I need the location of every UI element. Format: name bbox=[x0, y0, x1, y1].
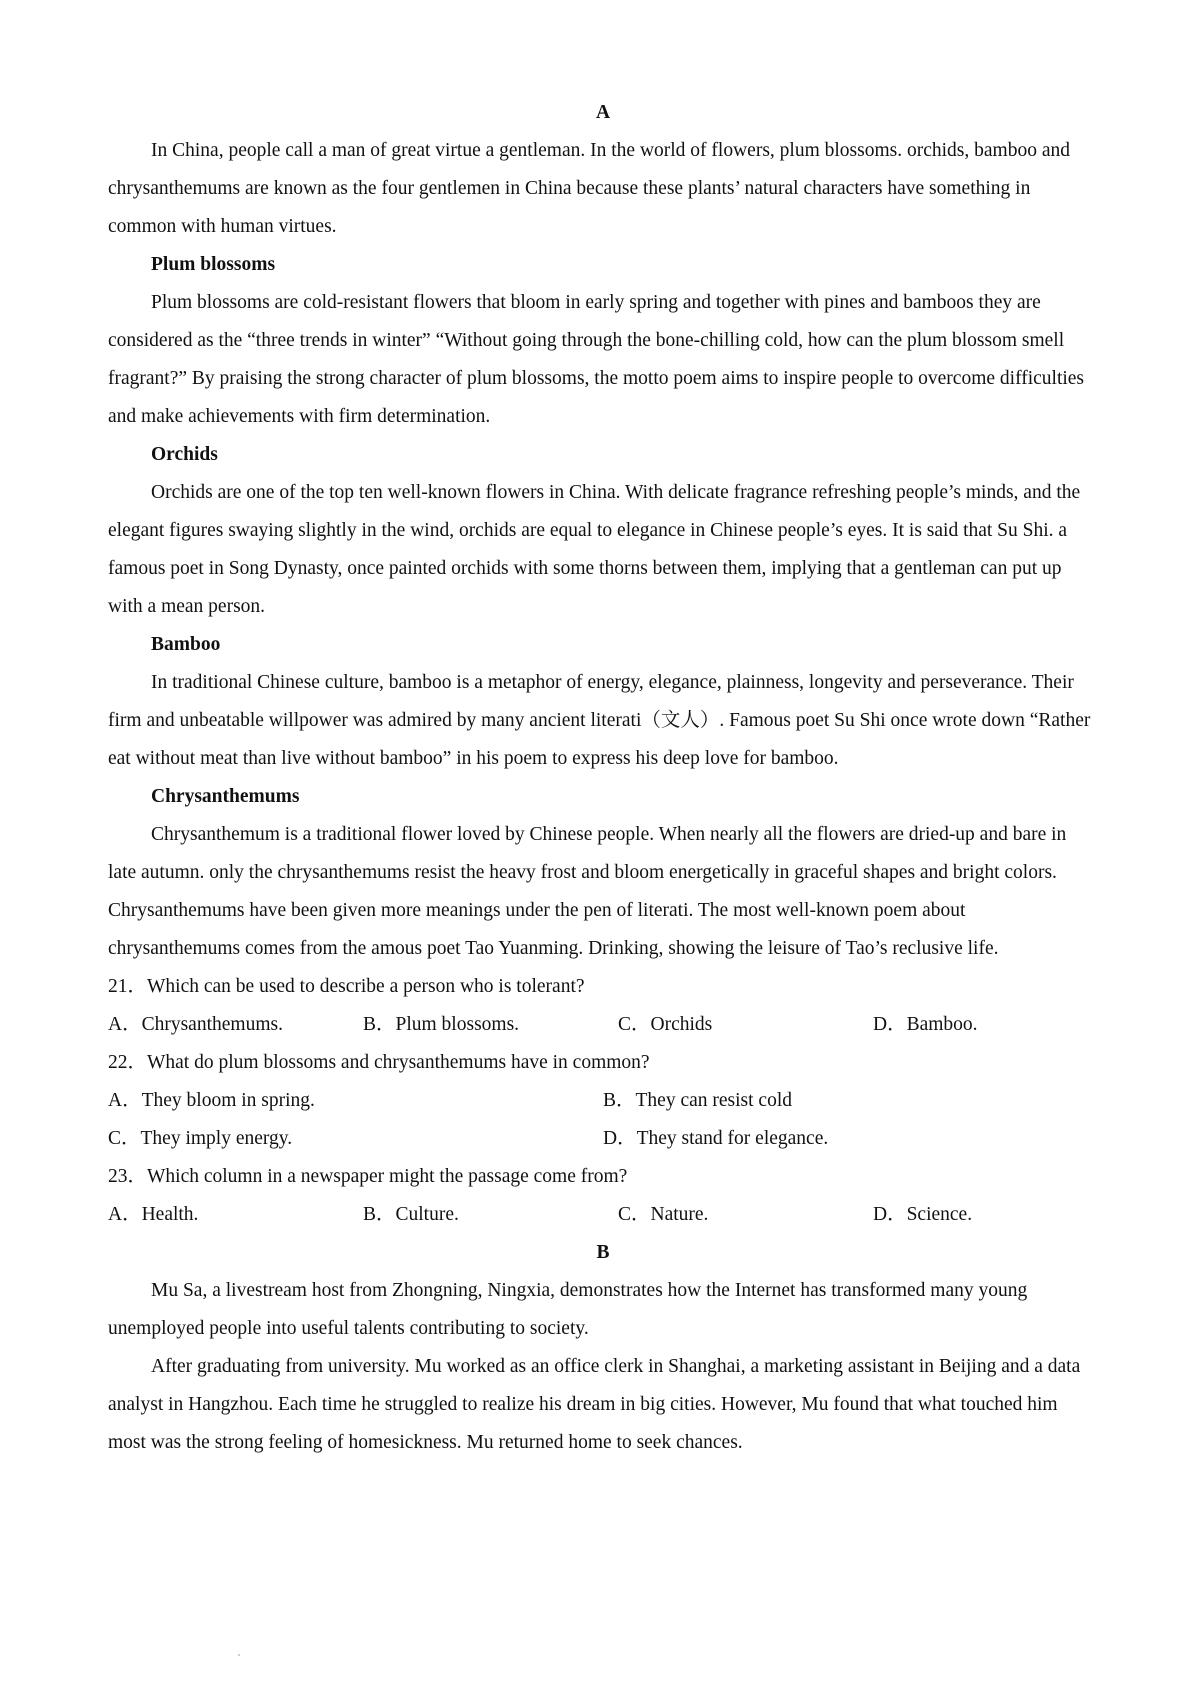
question-22-stem: 22．What do plum blossoms and chrysanthemums have in common? bbox=[108, 1052, 650, 1073]
section-b-paragraph-2: After graduating from university. Mu worked as an office clerk in Shanghai, a marketing assistant in Beijing and a data analyst in Hangzhou. Each time he struggled to realize his dream in big cities. However, Mu found that what touched him most was the strong feeling of homesickness. Mu returned home to seek chances. bbox=[108, 1356, 1081, 1453]
section-a-intro: In China, people call a man of great virtue a gentleman. In the world of flowers, plum blossoms. orchids, bamboo and chrysanthemums are known as the four gentlemen in China because these plants’ natural characters have something in common with human virtues. bbox=[108, 140, 1070, 237]
section-b-label: B bbox=[596, 1242, 610, 1263]
question-22-option-a: A．They bloom in spring. bbox=[108, 1090, 315, 1111]
question-22-option-d: D．They stand for elegance. bbox=[603, 1128, 829, 1149]
question-22-option-c: C．They imply energy. bbox=[108, 1128, 293, 1149]
question-23-option-d: D．Science. bbox=[873, 1204, 973, 1225]
question-21-option-b: B．Plum blossoms. bbox=[363, 1014, 520, 1035]
question-22-options-row-1 bbox=[108, 1082, 1098, 1120]
question-23-option-c: C．Nature. bbox=[618, 1204, 709, 1225]
chrysanthemums-paragraph: Chrysanthemum is a traditional flower loved by Chinese people. When nearly all the flowers are dried-up and bare in late autumn. only the chrysanthemums resist the heavy frost and bloom energetically in graceful shapes and bright colors. Chrysanthemums have been given more meanings under the pen of literati. The most well-known poem about chrysanthemums comes from the amous poet Tao Yuanming. Drinking, showing the leisure of Tao’s reclusive life. bbox=[108, 824, 1067, 959]
exam-page bbox=[108, 94, 1098, 1462]
bamboo-heading: Bamboo bbox=[151, 634, 221, 655]
question-23-option-b: B．Culture. bbox=[363, 1204, 459, 1225]
question-21-option-c: C．Orchids bbox=[618, 1014, 713, 1035]
question-21-option-d: D．Bamboo. bbox=[873, 1014, 978, 1035]
chrysanthemums-heading: Chrysanthemums bbox=[151, 786, 300, 807]
question-21-option-a: A．Chrysanthemums. bbox=[108, 1014, 283, 1035]
orchids-heading: Orchids bbox=[151, 444, 218, 465]
question-21-options bbox=[108, 1006, 1098, 1044]
question-22-options-row-2 bbox=[108, 1120, 1098, 1158]
orchids-paragraph: Orchids are one of the top ten well-known flowers in China. With delicate fragrance refreshing people’s minds, and the elegant figures swaying slightly in the wind, orchids are equal to elegance in Chinese people’s eyes. It is said that Su Shi. a famous poet in Song Dynasty, once painted orchids with some thorns between them, implying that a gentleman can put up with a mean person. bbox=[108, 482, 1081, 617]
question-23-options bbox=[108, 1196, 1098, 1234]
question-22-option-b: B．They can resist cold bbox=[603, 1090, 792, 1111]
bamboo-paragraph: In traditional Chinese culture, bamboo is a metaphor of energy, elegance, plainness, longevity and perseverance. Their firm and unbeatable willpower was admired by many ancient literati（文人）. Famous poet Su Shi once wrote down “Rather eat without meat than live without bamboo” in his poem to express his deep love for bamboo. bbox=[108, 672, 1091, 769]
plum-paragraph: Plum blossoms are cold-resistant flowers that bloom in early spring and together with pines and bamboos they are considered as the “three trends in winter” “Without going through the bone-chilling cold, how can the plum blossom smell fragrant?” By praising the strong character of plum blossoms, the motto poem aims to inspire people to overcome difficulties and make achievements with firm determination. bbox=[108, 292, 1085, 427]
section-b-paragraph-1: Mu Sa, a livestream host from Zhongning, Ningxia, demonstrates how the Internet has transformed many young unemployed people into useful talents contributing to society. bbox=[108, 1280, 1028, 1339]
question-23-stem: 23．Which column in a newspaper might the passage come from? bbox=[108, 1166, 628, 1187]
section-a-label: A bbox=[595, 102, 611, 123]
scan-speck bbox=[238, 1654, 240, 1656]
question-23-option-a: A．Health. bbox=[108, 1204, 199, 1225]
plum-heading: Plum blossoms bbox=[151, 254, 276, 275]
question-21-stem: 21．Which can be used to describe a person who is tolerant? bbox=[108, 976, 585, 997]
